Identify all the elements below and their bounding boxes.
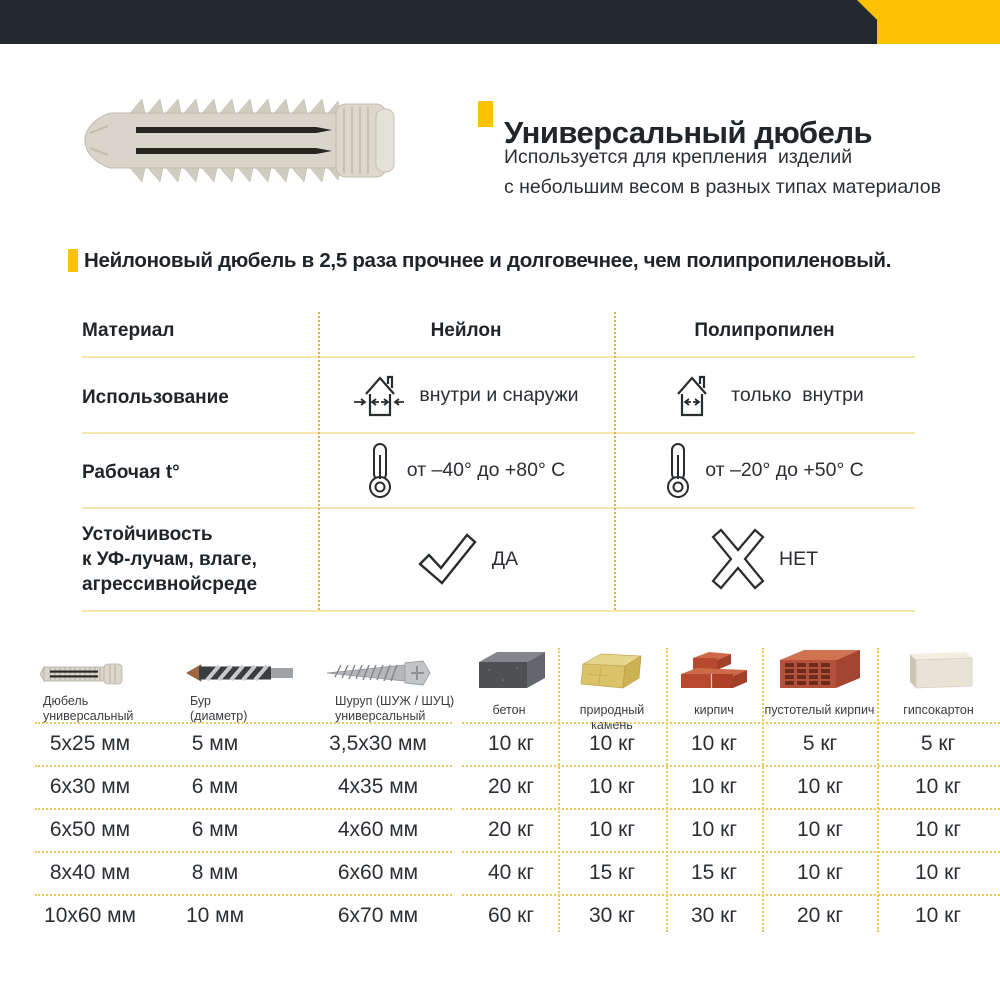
cell-screw-size: 4х35 мм	[337, 775, 419, 798]
drywall-image	[902, 650, 974, 690]
col-label-stone: природный камень	[579, 703, 645, 732]
resistance-label-line-3: агрессивнойсреде	[82, 574, 258, 595]
cmp-resist-poly-text: НЕТ	[779, 547, 818, 570]
cell-drill-size: 5 мм	[191, 732, 239, 755]
cell-load-concrete: 20 кг	[487, 818, 535, 841]
cell-load-brick: 30 кг	[690, 904, 738, 927]
col-label-line: универсальный	[43, 709, 134, 723]
cell-load-hollow: 20 кг	[796, 904, 844, 927]
cell-screw-size: 6х70 мм	[337, 904, 419, 927]
col-label-dowel	[43, 694, 133, 724]
cell-load-brick: 10 кг	[690, 732, 738, 755]
hollow-brick-image	[778, 648, 864, 690]
cmp-temp-poly-text: от –20° до +50° С	[705, 458, 864, 481]
cmp-temp-nylon-cell	[318, 433, 614, 507]
cell-load-concrete: 40 кг	[487, 861, 535, 884]
house-in-out-icon	[353, 369, 405, 421]
cell-load-stone: 30 кг	[588, 904, 636, 927]
cell-drill-size: 6 мм	[191, 818, 239, 841]
col-label-line: Дюбель	[43, 694, 89, 708]
resistance-label-line-1: Устойчивость	[82, 524, 213, 545]
cell-load-brick: 15 кг	[690, 861, 738, 884]
cmp-resist-nylon-text: ДА	[491, 547, 519, 570]
cell-load-concrete: 60 кг	[487, 904, 535, 927]
col-label-line: Шуруп (ШУЖ / ШУЦ)	[335, 694, 455, 708]
cross-icon	[711, 528, 765, 590]
cmp-header-material: Материал	[82, 320, 175, 341]
col-label-concrete: бетон	[492, 703, 526, 717]
screw-image	[325, 660, 433, 686]
cell-load-hollow: 10 кг	[796, 818, 844, 841]
cmp-usage-poly-text: только внутри	[731, 383, 864, 406]
cell-load-drywall: 10 кг	[914, 904, 962, 927]
cell-load-stone: 15 кг	[588, 861, 636, 884]
cell-load-stone: 10 кг	[588, 818, 636, 841]
nylon-dowel-photo	[80, 88, 410, 198]
cell-load-concrete: 10 кг	[487, 732, 535, 755]
natural-stone-image	[577, 650, 647, 690]
description-line-2: с небольшим весом в разных типах материалов	[504, 176, 941, 198]
check-icon	[414, 527, 478, 591]
cmp-row-usage-label: Использование	[82, 387, 229, 408]
table-row	[0, 894, 1000, 937]
cmp-row-resistance-label	[82, 522, 257, 597]
cell-screw-size: 3,5х30 мм	[329, 732, 427, 755]
thermometer-icon	[367, 441, 393, 499]
col-label-brick: кирпич	[694, 703, 734, 717]
col-label-drill	[190, 694, 247, 724]
cell-load-drywall: 10 кг	[914, 818, 962, 841]
cell-load-hollow: 10 кг	[796, 775, 844, 798]
product-description	[504, 142, 941, 202]
cmp-bottom-line	[82, 610, 915, 612]
statement-text: Нейлоновый дюбель в 2,5 раза прочнее и долговечнее, чем полипропиленовый.	[84, 249, 892, 272]
cell-dowel-size: 6х30 мм	[49, 775, 131, 798]
cell-load-concrete: 20 кг	[487, 775, 535, 798]
cell-load-stone: 10 кг	[588, 732, 636, 755]
cell-dowel-size: 5х25 мм	[49, 732, 131, 755]
cmp-temp-nylon-text: от –40° до +80° С	[406, 458, 566, 481]
top-bar	[0, 0, 1000, 44]
col-label-screw	[335, 694, 454, 724]
description-line-1: Используется для крепления изделий	[504, 146, 853, 168]
cell-dowel-size: 10х60 мм	[44, 904, 136, 927]
cmp-usage-nylon-text: внутри и снаружи	[419, 383, 579, 406]
cmp-header-polypropylene: Полипропилен	[694, 320, 835, 341]
resistance-label-line-2: к УФ-лучам, влаге,	[82, 549, 257, 570]
cmp-resist-nylon-cell	[318, 508, 614, 610]
cmp-usage-poly-cell	[614, 358, 915, 432]
cell-load-drywall: 5 кг	[920, 732, 956, 755]
house-in-icon	[665, 369, 717, 421]
page-title: Универсальный дюбель	[504, 114, 873, 150]
thermometer-icon	[665, 441, 691, 499]
cell-drill-size: 10 мм	[185, 904, 245, 927]
statement-accent-bullet	[68, 249, 78, 272]
col-label-hollow-brick: пустотелый кирпич	[764, 703, 875, 717]
cell-load-brick: 10 кг	[690, 775, 738, 798]
cmp-temp-poly-cell	[614, 433, 915, 507]
cell-dowel-size: 6х50 мм	[49, 818, 131, 841]
cell-drill-size: 8 мм	[191, 861, 239, 884]
cmp-header-nylon: Нейлон	[430, 320, 502, 341]
drill-bit-image	[185, 662, 295, 684]
cmp-row-temp-label: Рабочая t°	[82, 462, 180, 483]
col-label-line: Бур	[190, 694, 211, 708]
table-row	[0, 808, 1000, 851]
cell-load-stone: 10 кг	[588, 775, 636, 798]
accent-corner	[857, 0, 1000, 44]
cell-screw-size: 4х60 мм	[337, 818, 419, 841]
dowel-small-image	[40, 660, 125, 688]
cell-drill-size: 6 мм	[191, 775, 239, 798]
title-accent-bullet	[478, 101, 493, 127]
col-label-line: универсальный	[335, 709, 426, 723]
table-row	[0, 722, 1000, 765]
cell-dowel-size: 8х40 мм	[49, 861, 131, 884]
cell-load-hollow: 10 кг	[796, 861, 844, 884]
concrete-block-image	[477, 650, 547, 690]
table-row	[0, 765, 1000, 808]
col-label-line: (диаметр)	[190, 709, 248, 723]
cell-screw-size: 6х60 мм	[337, 861, 419, 884]
cell-load-drywall: 10 кг	[914, 775, 962, 798]
col-label-drywall: гипсокартон	[903, 703, 974, 717]
brick-image	[679, 650, 749, 690]
table-row	[0, 851, 1000, 894]
cmp-resist-poly-cell	[614, 508, 915, 610]
cell-load-hollow: 5 кг	[802, 732, 838, 755]
cmp-usage-nylon-cell	[318, 358, 614, 432]
cell-load-brick: 10 кг	[690, 818, 738, 841]
cell-load-drywall: 10 кг	[914, 861, 962, 884]
